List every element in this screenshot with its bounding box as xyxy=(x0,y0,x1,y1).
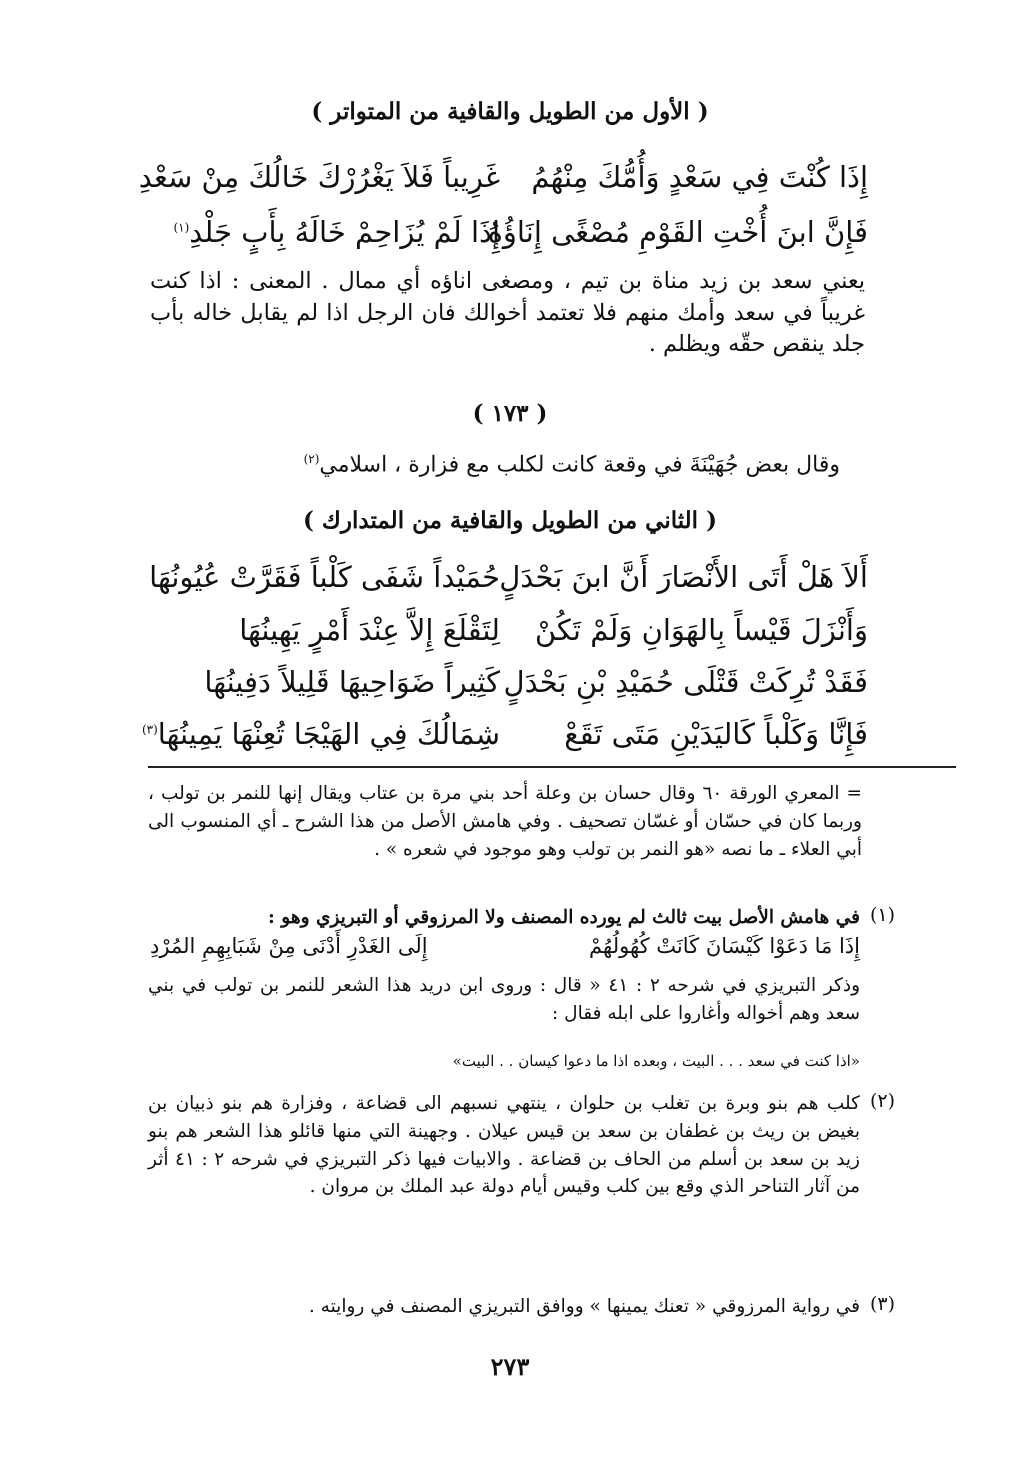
hemistich-right: فَإِنَّا وَكَلْباً كَاليَدَيْنِ مَتَى تَقَعْ xyxy=(564,717,868,751)
section-heading-2: ( الثاني من الطويل والقافية من المتدارك ) xyxy=(303,507,717,534)
hemistich-text: إِذَا لَمْ يُزَاحِمْ خَالَهُ بِأَبٍ جَلْدِ xyxy=(189,215,500,249)
footnote-1-verse-left: إِلَى الغَدْرِ أَدْنَى مِنْ شَبَابِهِمِ المُرْدِ xyxy=(150,934,428,958)
hemistich-text: شِمَالُكَ فِي الهَيْجَا تُعِنْهَا يَمِينُهَا xyxy=(157,717,500,751)
footnote-marker: (١) xyxy=(173,220,190,235)
intro-text: وقال بعض جُهَيْنَةَ في وقعة كانت لكلب مع فزارة ، اسلامي xyxy=(319,452,840,478)
footnote-1-number: (١) xyxy=(869,904,895,926)
commentary-paragraph: يعني سعد بن زيد مناة بن تيم ، ومصغى اناؤه أي ممال . المعنى : اذا كنت غريباً في سعد وأمك منهم فلا تعتمد أخوالك فان الرجل اذا لم يقابل خاله بأب جلد ينقص حقّه ويظلم . xyxy=(150,268,865,357)
footnote-marker: (٢) xyxy=(303,452,320,466)
footnote-marker: (٣) xyxy=(141,722,158,737)
footnote-3-text: في رواية المرزوقي « تعنك يمينها » ووافق التبريزي المصنف في روايته . xyxy=(308,1296,860,1317)
footnote-1-lead: في هامش الأصل بيت ثالث لم يورده المصنف ولا المرزوقي أو التبريزي وهو : xyxy=(268,907,860,928)
footnote-1-text: وذكر التبريزي في شرحه ٢ : ٤١ « قال : وروى ابن دريد هذا الشعر للنمر بن تولب في بني سعد وهم أخواله وأغاروا على ابله فقال : xyxy=(148,975,861,1024)
hemistich-left: حُمَيْداً شَفَى كَلْباً فَقَرَّتْ عُيُونُهَا xyxy=(149,560,500,594)
footnote-1-verse-right: إِذَا مَا دَعَوْا كَيْسَانَ كَانَتْ كُهُولُهُمْ xyxy=(589,934,860,958)
hemistich-left: كَثِيراً ضَوَاحِيهَا قَلِيلاً دَفِينُهَا xyxy=(204,665,500,699)
hemistich-right: فَقَدْ تُرِكَتْ قَتْلَى حُمَيْدِ بْنِ بَحْدَلٍ xyxy=(503,665,868,699)
footnote-2-number: (٢) xyxy=(869,1090,895,1112)
hemistich-right: فَإِنَّ ابنَ أُخْتِ القَوْمِ مُصْغًى إِنَاؤُهُ xyxy=(487,215,868,249)
section-heading-1: ( الأول من الطويل والقافية من المتواتر ) xyxy=(311,98,709,125)
poem-number: ( ١٧٣ ) xyxy=(472,400,548,427)
hemistich-right: إِذَا كُنْتَ فِي سَعْدٍ وَأُمُّكَ مِنْهُمُ xyxy=(531,160,868,194)
hemistich-left xyxy=(150,215,500,250)
hemistich-left: لِتَقْلَعَ إِلاَّ عِنْدَ أَمْرٍ يَهِينُهَا xyxy=(239,613,500,647)
footnote-1-quote: «اذا كنت في سعد . . . البيت ، وبعده اذا ما دعوا كيسان . . البيت» xyxy=(452,1052,860,1070)
hemistich-right: أَلاَ هَلْ أَتَى الأَنْصَارَ أَنَّ ابنَ بَحْدَلٍ xyxy=(499,560,868,594)
footnote-3-number: (٣) xyxy=(869,1293,895,1315)
footnote-divider xyxy=(148,766,956,768)
poem-intro xyxy=(304,452,840,477)
hemistich-left: غَرِيباً فَلاَ يَغْرُرْكَ خَالُكَ مِنْ سَعْدِ xyxy=(138,160,500,194)
footnote-2-text: كلب هم بنو وبرة بن تغلب بن حلوان ، ينتهي نسبهم الى قضاعة ، وفزارة هم بنو ذبيان بن بغيض بن ريث بن غطفان بن سعد بن قيس عيلان . وجهينة التي منها قائلو هذا الشعر هم بنو زيد بن سعد بن أسلم من الحاف بن قضاعة . والابيات فيها ذكر التبريزي في شرحه ٢ : ٤١ أثر من آثار التناحر الذي وقع بين كلب وقيس أيام دولة عبد الملك بن مروان . xyxy=(148,1093,860,1198)
hemistich-left xyxy=(141,717,500,752)
hemistich-right: وَأَنْزَلَ قَيْساً بِالهَوَانِ وَلَمْ تَكُنْ xyxy=(534,613,868,647)
page-number: ٢٧٣ xyxy=(490,1352,530,1381)
footnote-continuation: = المعري الورقة ٦٠ وقال حسان بن وعلة أحد بني مرة بن عتاب ويقال إنها للنمر بن تولب ، وربما كان في حسّان أو غسّان تصحيف . وفي هامش الأصل من هذا الشرح ـ أي المنسوب الى أبي العلاء ـ ما نصه «هو النمر بن تولب وهو موجود في شعره » . xyxy=(148,783,862,860)
